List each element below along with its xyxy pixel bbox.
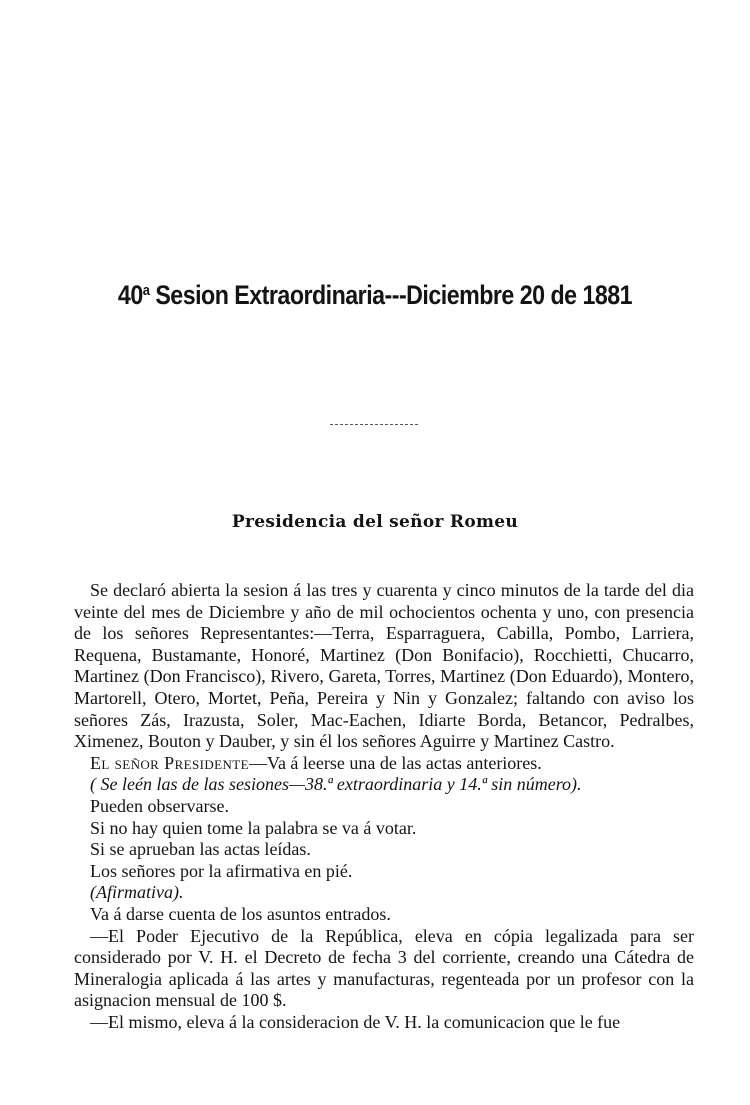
- presidency-heading: Presidencia del señor Romeu: [231, 512, 519, 532]
- ordinal-marker: a: [142, 282, 150, 299]
- affirmative-line: (Afirmativa).: [90, 882, 184, 903]
- session-title: [53, 280, 698, 311]
- matters-line: Va á darse cuenta de los asuntos entrados.: [90, 903, 391, 924]
- opening-paragraph: Se declaró abierta la sesion á las tres y cuarenta y cinco minutos de la tarde del dia veinte del mes de Diciembre y año de mil ochocientos ochenta y uno, con presencia de los señores Representantes:—Terra, Esparraguera, Cabilla, Pombo, Larriera, Requena, Bustamante, Honoré, Martinez (Don Bonifacio), Rocchietti, Chucarro, Martinez (Don Francisco), Rivero, Gareta, Torres, Martinez (Don Eduardo), Montero, Martorell, Otero, Mortet, Peña, Pereira y Nin y Gonzalez; faltando con aviso los señores Zás, Irazusta, Soler, Mac-Eachen, Idiarte Borda, Betancor, Pedralbes, Ximenez, Bouton y Dauber, y sin él los señores Aguirre y Martinez Castro.: [74, 580, 694, 752]
- session-number: 40: [117, 280, 143, 310]
- affirmative-call-line: Los señores por la afirmativa en pié.: [90, 860, 353, 881]
- separator-rule: [330, 424, 418, 425]
- president-remark-text: —Va á leerse una de las actas anteriores.: [248, 752, 542, 773]
- approve-line: Si se aprueban las actas leídas.: [90, 839, 311, 860]
- observe-line: Pueden observarse.: [90, 795, 229, 816]
- same-paragraph: —El mismo, eleva á la consideracion de V. H. la comunicacion que le fue: [90, 1011, 621, 1032]
- minutes-body: [74, 580, 694, 1033]
- vote-line: Si no hay quien tome la palabra se va á votar.: [90, 817, 417, 838]
- speaker-name: El señor Presidente: [90, 752, 249, 773]
- executive-paragraph: —El Poder Ejecutivo de la República, eleva en cópia legalizada para ser considerado por V. H. el Decreto de fecha 3 del corriente, creando una Cátedra de Mineralogia aplicada á las artes y manufacturas, regenteada por un profesor con la asignacion mensual de 100 $.: [74, 925, 694, 1011]
- stage-direction: ( Se leén las de las sesiones—38.ª extraordinaria y 14.ª sin número).: [90, 774, 582, 795]
- session-title-text: Sesion Extraordinaria---Diciembre 20 de 1881: [155, 280, 633, 310]
- president-remark: [74, 753, 694, 775]
